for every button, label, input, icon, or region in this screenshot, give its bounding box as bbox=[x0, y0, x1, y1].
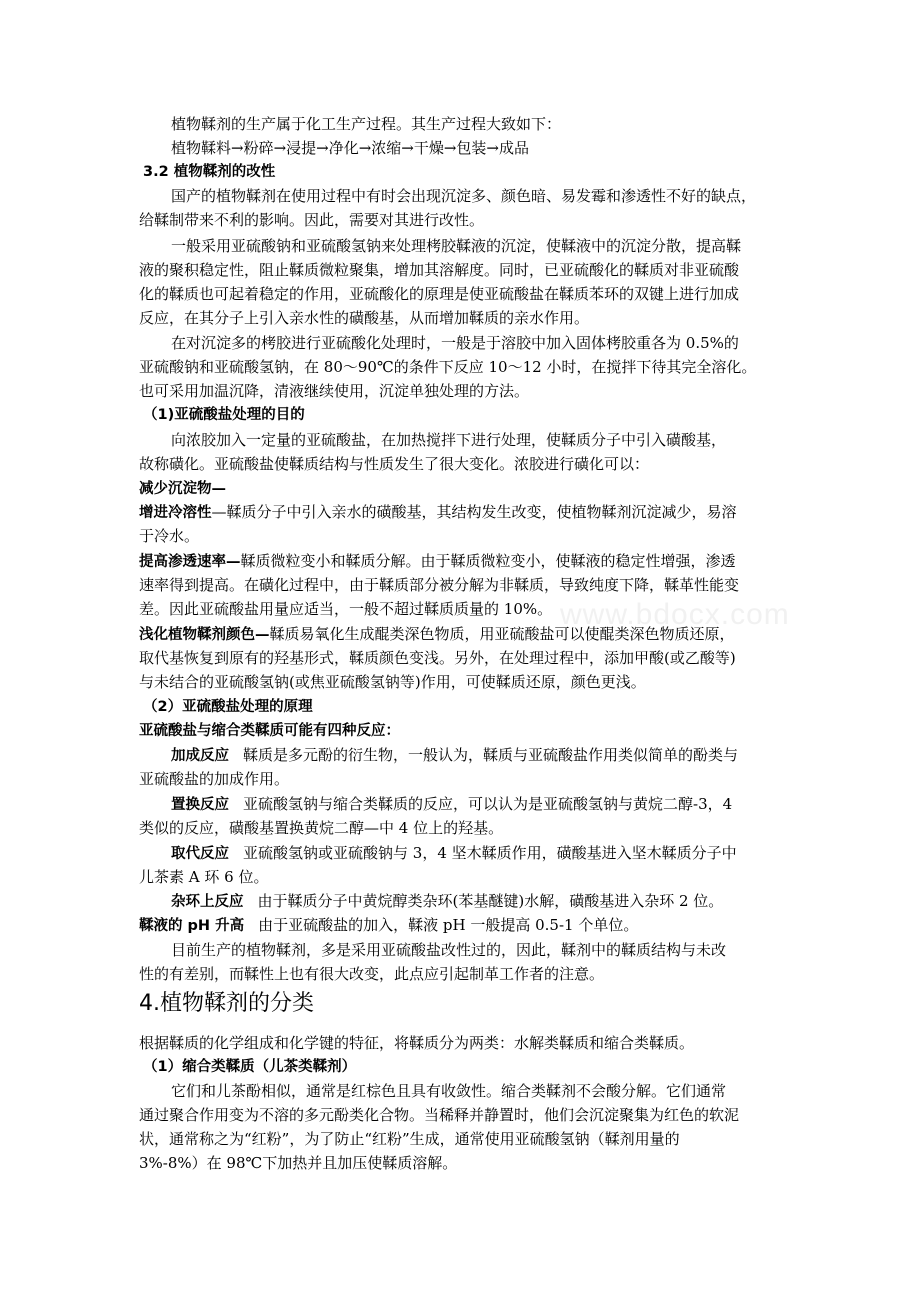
paragraph-line: 差。因此亚硫酸盐用量应适当，一般不超过鞣质质量的 10%。 bbox=[139, 600, 553, 618]
paragraph-line: 于冷水。 bbox=[139, 527, 200, 545]
watermark: www.bdocx.com bbox=[560, 598, 790, 631]
reaction-term: 取代反应 bbox=[171, 846, 229, 862]
paragraph-line: 化的鞣质也可起着稳定的作用，亚硫酸化的原理是使亚硫酸盐在鞣质苯环的双键上进行加成 bbox=[139, 285, 740, 303]
list-item bbox=[139, 551, 736, 572]
sub-1-heading: （1)亚硫酸盐处理的目的 bbox=[143, 407, 305, 423]
paragraph-line: 在对沉淀多的栲胶进行亚硫酸化处理时，一般是于溶胶中加入固体栲胶重各为 0.5%的 bbox=[171, 334, 739, 352]
item-text: 鞣质微粒变小和鞣质分解。由于鞣质微粒变小，使鞣液的稳定性增强，渗透 bbox=[240, 552, 736, 570]
list-item bbox=[139, 478, 226, 499]
paragraph-line: 国产的植物鞣剂在使用过程中有时会出现沉淀多、颜色暗、易发霉和渗透性不好的缺点， bbox=[171, 187, 757, 205]
paragraph-line: 给鞣制带来不利的影响。因此，需要对其进行改性。 bbox=[139, 211, 485, 229]
paragraph-line: 状，通常称之为“红粉”，为了防止“红粉”生成，通常使用亚硫酸氢钠（鞣剂用量的 bbox=[139, 1130, 680, 1148]
paragraph-line: 类似的反应，磺酸基置换黄烷二醇—中 4 位上的羟基。 bbox=[139, 819, 504, 837]
reaction-item bbox=[139, 915, 638, 936]
paragraph-line: 取代基恢复到原有的羟基形式，鞣质颜色变浅。另外，在处理过程中，添加甲酸(或乙酸等) bbox=[139, 649, 736, 667]
paragraph-line: 故称磺化。亚硫酸盐使鞣质结构与性质发生了很大变化。浓胶进行磺化可以： bbox=[139, 455, 650, 473]
paragraph-line: 儿茶素 A 环 6 位。 bbox=[139, 868, 269, 886]
paragraph-line: 也可采用加温沉降，清液继续使用，沉淀单独处理的方法。 bbox=[139, 382, 530, 400]
item-term: 浅化植物鞣剂颜色— bbox=[139, 627, 270, 643]
paragraph-line: 一般采用亚硫酸钠和亚硫酸氢钠来处理栲胶鞣液的沉淀，使鞣液中的沉淀分散，提高鞣 bbox=[171, 237, 742, 255]
reaction-term: 置换反应 bbox=[171, 797, 229, 813]
paragraph-line: 反应，在其分子上引入亲水性的磺酸基，从而增加鞣质的亲水作用。 bbox=[139, 309, 590, 327]
item-text: 鞣质易氧化生成醌类深色物质，用亚硫酸盐可以使醌类深色物质还原， bbox=[269, 625, 735, 643]
section-4-sub-heading: （1）缩合类鞣质（儿茶类鞣剂） bbox=[143, 1059, 357, 1075]
intro-process-flow: 植物鞣料→粉碎→浸提→净化→浓缩→干燥→包装→成品 bbox=[171, 139, 529, 157]
paragraph-line: 根据鞣质的化学组成和化学键的特征，将鞣质分为两类：水解类鞣质和缩合类鞣质。 bbox=[139, 1034, 695, 1052]
paragraph-line: 亚硫酸盐的加成作用。 bbox=[139, 770, 290, 788]
paragraph-line: 性的有差别，而鞣性上也有很大改变，此点应引起制革工作者的注意。 bbox=[139, 965, 605, 983]
paragraph-line: 目前生产的植物鞣剂，多是采用亚硫酸盐改性过的，因此，鞣剂中的鞣质结构与未改 bbox=[171, 941, 727, 959]
paragraph-line: 液的聚积稳定性，阻止鞣质微粒聚集，增加其溶解度。同时，已亚硫酸化的鞣质对非亚硫酸 bbox=[139, 261, 740, 279]
reaction-item bbox=[171, 843, 737, 864]
reaction-term: 加成反应 bbox=[171, 748, 229, 764]
sub-2-lead: 亚硫酸盐与缩合类鞣质可能有四种反应： bbox=[139, 723, 400, 739]
sub-2-heading: （2）亚硫酸盐处理的原理 bbox=[143, 699, 313, 715]
paragraph-line: 亚硫酸钠和亚硫酸氢钠，在 80～90℃的条件下反应 10～12 小时，在搅拌下待其完全溶化。 bbox=[139, 358, 757, 376]
reaction-text: 由于亚硫酸盐的加入，鞣液 pH 一般提高 0.5-1 个单位。 bbox=[258, 916, 639, 934]
paragraph-line: 它们和儿茶酚相似，通常是红棕色且具有收敛性。缩合类鞣剂不会酸分解。它们通常 bbox=[171, 1082, 727, 1100]
reaction-text: 由于鞣质分子中黄烷醇类杂环(苯基醚键)水解，磺酸基进入杂环 2 位。 bbox=[257, 892, 724, 910]
item-text: —鞣质分子中引入亲水的磺酸基，其结构发生改变，使植物鞣剂沉淀减少，易溶 bbox=[211, 503, 737, 521]
intro-line-1: 植物鞣剂的生产属于化工生产过程。其生产过程大致如下： bbox=[171, 115, 562, 133]
paragraph-line: 速率得到提高。在磺化过程中，由于鞣质部分被分解为非鞣质，导致纯度下降，鞣革性能变 bbox=[139, 576, 740, 594]
paragraph-line: 向浓胶加入一定量的亚硫酸盐，在加热搅拌下进行处理，使鞣质分子中引入磺酸基， bbox=[171, 431, 727, 449]
reaction-term: 杂环上反应 bbox=[171, 894, 244, 910]
reaction-text: 亚硫酸氢钠与缩合类鞣质的反应，可以认为是亚硫酸氢钠与黄烷二醇-3，4 bbox=[243, 795, 733, 813]
list-item bbox=[139, 502, 737, 523]
reaction-term: 鞣液的 pH 升高 bbox=[139, 918, 245, 934]
paragraph-line: 与未结合的亚硫酸氢钠(或焦亚硫酸氢钠等)作用，可使鞣质还原，颜色更浅。 bbox=[139, 673, 646, 691]
section-3-2-heading: 3.2 植物鞣剂的改性 bbox=[143, 164, 276, 180]
reaction-text: 鞣质是多元酚的衍生物，一般认为，鞣质与亚硫酸盐作用类似简单的酚类与 bbox=[243, 746, 739, 764]
item-term: 提高渗透速率— bbox=[139, 554, 241, 570]
item-term: 减少沉淀物— bbox=[139, 481, 226, 497]
section-4-heading: 4.植物鞣剂的分类 bbox=[139, 991, 314, 1016]
reaction-item bbox=[171, 745, 738, 766]
item-term: 增进冷溶性 bbox=[139, 505, 212, 521]
paragraph-line: 3%-8%）在 98℃下加热并且加压使鞣质溶解。 bbox=[139, 1154, 458, 1172]
reaction-item bbox=[171, 794, 732, 815]
reaction-item bbox=[171, 891, 723, 912]
reaction-text: 亚硫酸氢钠或亚硫酸钠与 3，4 坚木鞣质作用，磺酸基进入坚木鞣质分子中 bbox=[243, 844, 737, 862]
paragraph-line: 通过聚合作用变为不溶的多元酚类化合物。当稀释并静置时，他们会沉淀聚集为红色的软泥 bbox=[139, 1106, 740, 1124]
